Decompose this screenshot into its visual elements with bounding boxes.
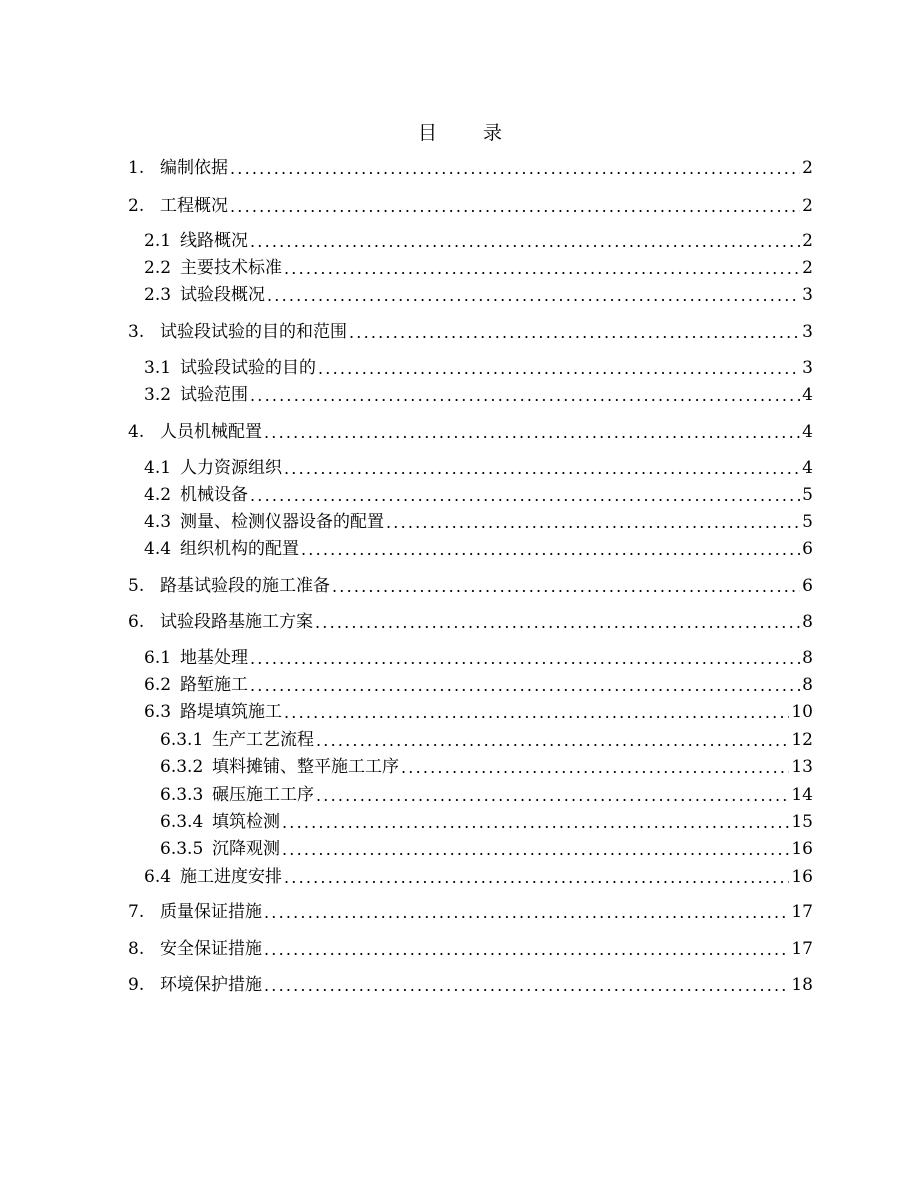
toc-entry-number: 6. [128,612,145,632]
toc-entry-page: 6 [802,539,813,559]
toc-entry-page: 4 [802,385,813,405]
toc-entry-text: 工程概况 [160,196,228,216]
toc-leader-dots [349,322,800,344]
toc-entry[interactable] [160,755,813,779]
toc-entry-page: 3 [802,285,813,305]
toc-entry-page: 2 [802,231,813,251]
toc-entry[interactable] [144,700,813,724]
toc-entry-text: 机械设备 [180,485,248,505]
toc-entry[interactable] [144,383,813,407]
toc-entry-page: 8 [802,648,813,668]
toc-leader-dots [318,358,800,380]
toc-entry-number: 3. [128,322,145,342]
toc-entry-number: 8. [128,939,145,959]
toc-entry-page: 2 [802,196,813,216]
toc-entry-page: 18 [791,975,813,995]
toc-leader-dots [250,485,800,507]
toc-entry-number: 4.1 [144,458,172,478]
toc-entry-text: 质量保证措施 [160,902,262,922]
toc-entry-text: 测量、检测仪器设备的配置 [180,512,384,532]
toc-entry-page: 3 [802,358,813,378]
toc-entry-page: 13 [791,757,813,777]
toc-entry-text: 试验段概况 [180,285,265,305]
toc-leader-dots [332,576,800,598]
toc-entry[interactable] [128,320,813,344]
toc-entry-text: 编制依据 [160,158,228,178]
toc-entry-number: 4. [128,422,145,442]
toc-entry-text: 安全保证措施 [160,939,262,959]
toc-entry-page: 8 [802,675,813,695]
toc-entry-text: 地基处理 [180,648,248,668]
toc-entry-page: 2 [802,258,813,278]
toc-entry[interactable] [128,194,813,218]
toc-entry-page: 17 [791,939,813,959]
toc-title: 目 录 [417,122,523,144]
toc-entry-text: 试验范围 [180,385,248,405]
toc-leader-dots [250,385,800,407]
toc-entry-number: 6.3.5 [160,839,204,859]
toc-entry-text: 填筑检测 [212,812,280,832]
toc-entry[interactable] [144,456,813,480]
toc-entry-text: 环境保护措施 [160,975,262,995]
toc-entry-page: 16 [791,839,813,859]
toc-entry-text: 人员机械配置 [160,422,262,442]
toc-entry-page: 6 [802,576,813,596]
toc-entry-text: 人力资源组织 [180,458,282,478]
toc-entry-text: 试验段试验的目的 [180,358,316,378]
toc-entry-text: 路堑施工 [180,675,248,695]
toc-entry-number: 4.4 [144,539,172,559]
toc-entry[interactable] [128,420,813,444]
toc-leader-dots [264,422,800,444]
toc-entry[interactable] [160,837,813,861]
toc-entry-number: 2.2 [144,258,172,278]
toc-entry-text: 碾压施工工序 [212,785,314,805]
toc-entry-number: 2.1 [144,231,172,251]
toc-entry-text: 沉降观测 [212,839,280,859]
toc-entry[interactable] [160,728,813,752]
toc-entry[interactable] [144,229,813,253]
toc-leader-dots [267,285,800,307]
toc-leader-dots [284,258,800,280]
toc-entry-text: 路堤填筑施工 [180,702,282,722]
toc-entry[interactable] [128,574,813,598]
toc-leader-dots [284,867,789,889]
toc-leader-dots [284,702,789,724]
toc-leader-dots [316,730,789,752]
toc-entry[interactable] [144,537,813,561]
toc-entry[interactable] [128,973,813,997]
toc-entry[interactable] [128,900,813,924]
toc-entry-number: 4.3 [144,512,172,532]
toc-entry[interactable] [144,646,813,670]
toc-entry-number: 9. [128,975,145,995]
toc-entry-page: 5 [802,485,813,505]
toc-entry[interactable] [160,783,813,807]
toc-entry[interactable] [144,865,813,889]
toc-entry-text: 填料摊铺、整平施工工序 [212,757,399,777]
toc-leader-dots [316,785,789,807]
toc-entry-number: 1. [128,158,145,178]
toc-entry[interactable] [144,483,813,507]
toc-entry-page: 12 [791,730,813,750]
toc-entry-number: 6.3.2 [160,757,204,777]
toc-entry-number: 6.3.1 [160,730,204,750]
toc-entry[interactable] [160,810,813,834]
toc-leader-dots [264,975,789,997]
toc-entry[interactable] [144,283,813,307]
toc-entry-number: 3.1 [144,358,172,378]
toc-leader-dots [264,939,789,961]
toc-leader-dots [250,648,800,670]
toc-entry-text: 试验段试验的目的和范围 [160,322,347,342]
toc-entry[interactable] [144,356,813,380]
toc-entry[interactable] [128,610,813,634]
toc-leader-dots [264,902,789,924]
toc-entry-text: 生产工艺流程 [212,730,314,750]
toc-entry-number: 5. [128,576,145,596]
toc-leader-dots [230,196,800,218]
toc-entry-page: 17 [791,902,813,922]
toc-entry-page: 5 [802,512,813,532]
toc-leader-dots [230,158,800,180]
toc-entry-page: 3 [802,322,813,342]
toc-entry-number: 7. [128,902,145,922]
toc-entry[interactable] [128,937,813,961]
toc-leader-dots [401,757,789,779]
toc-leader-dots [315,612,800,634]
toc-entry-page: 8 [802,612,813,632]
toc-entry-text: 路基试验段的施工准备 [160,576,330,596]
toc-leader-dots [282,839,789,861]
toc-entry-number: 2. [128,196,145,216]
toc-entry-page: 4 [802,422,813,442]
toc-leader-dots [250,675,800,697]
toc-entry-text: 施工进度安排 [180,867,282,887]
toc-entry-number: 4.2 [144,485,172,505]
toc-leader-dots [282,812,789,834]
toc-entry-number: 6.3 [144,702,172,722]
toc-entry[interactable] [144,256,813,280]
toc-entry-text: 线路概况 [180,231,248,251]
toc-entry[interactable] [128,156,813,180]
toc-entry-number: 2.3 [144,285,172,305]
toc-entry-page: 16 [791,867,813,887]
toc-entry-text: 试验段路基施工方案 [160,612,313,632]
toc-entry-page: 10 [791,702,813,722]
toc-entry[interactable] [144,673,813,697]
toc-entry-number: 6.4 [144,867,172,887]
toc-leader-dots [301,539,800,561]
toc-entry-page: 15 [791,812,813,832]
toc-entry-page: 4 [802,458,813,478]
toc-entry-page: 14 [791,785,813,805]
toc-entry-page: 2 [802,158,813,178]
toc-leader-dots [284,458,800,480]
toc-entry-number: 6.1 [144,648,172,668]
toc-entry-number: 6.3.4 [160,812,204,832]
toc-entry[interactable] [144,510,813,534]
toc-entry-number: 6.3.3 [160,785,204,805]
toc-entry-number: 6.2 [144,675,172,695]
toc-entry-number: 3.2 [144,385,172,405]
toc-leader-dots [386,512,800,534]
toc-entry-text: 组织机构的配置 [180,539,299,559]
toc-leader-dots [250,231,800,253]
toc-entry-text: 主要技术标准 [180,258,282,278]
